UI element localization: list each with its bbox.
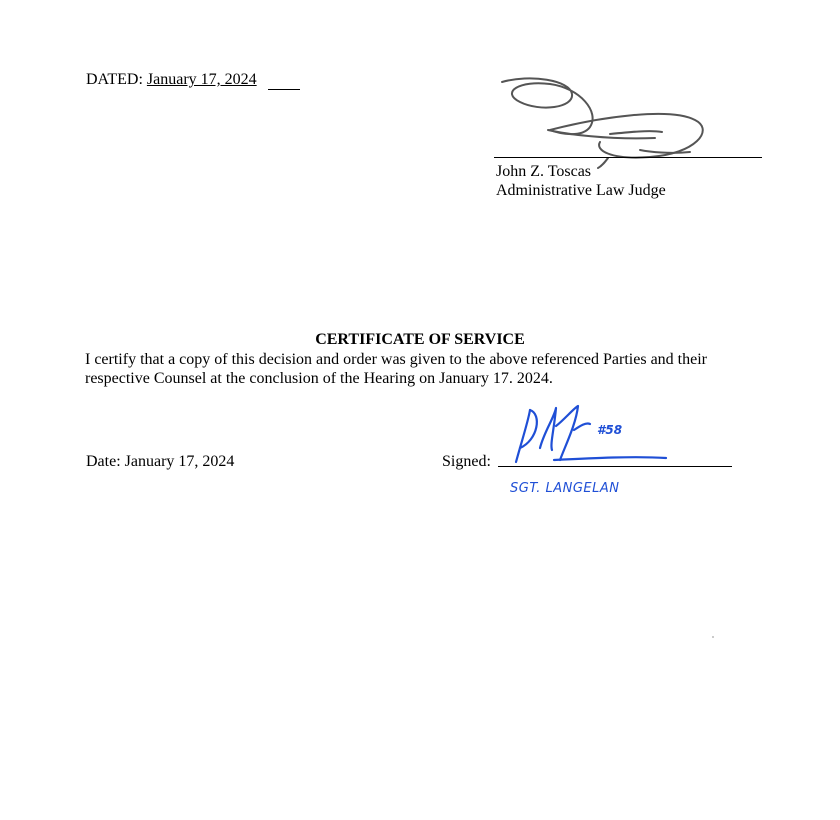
dated-label: DATED: xyxy=(86,71,143,88)
certificate-heading: CERTIFICATE OF SERVICE xyxy=(315,331,525,348)
service-date-label: Date: xyxy=(86,453,121,470)
judge-title: Administrative Law Judge xyxy=(496,182,666,199)
signer-badge: #58 xyxy=(597,423,623,437)
signed-label: Signed: xyxy=(442,453,491,470)
service-signature-icon xyxy=(494,400,684,475)
dated-underline-extension xyxy=(268,89,300,90)
service-date xyxy=(86,452,234,471)
judge-name: John Z. Toscas xyxy=(496,163,592,180)
dated-block xyxy=(86,70,257,89)
scan-speck xyxy=(712,636,714,638)
judge-signature-line xyxy=(494,157,762,158)
signer-printed-name: SGT. LANGELAN xyxy=(510,481,620,496)
dated-value: January 17, 2024 xyxy=(146,71,257,88)
certificate-body: I certify that a copy of this decision and order was given to the above referenced Parties and their respective Counsel at the conclusion of the Hearing on January 17. 2024. xyxy=(85,351,707,387)
service-date-value: January 17, 2024 xyxy=(124,453,235,470)
